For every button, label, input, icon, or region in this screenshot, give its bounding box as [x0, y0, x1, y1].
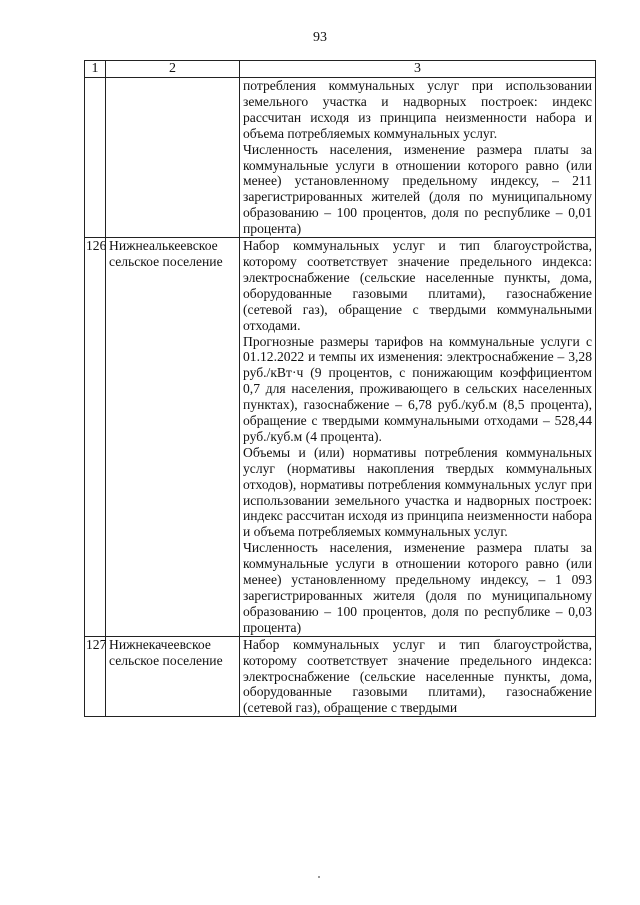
header-col-2: 2 — [106, 61, 240, 78]
header-col-1: 1 — [85, 61, 106, 78]
paragraph: Объемы и (или) нормативы потребления коммунальных услуг (нормативы накопления твердых коммунальных отходов), нормативы потребления коммунальных услуг при использовании земельного участка и надворных построек: индекс рассчитан исходя из принципа неизменности набора и объема потребляемых коммунальных услуг. — [243, 444, 592, 540]
municipal-index-table — [84, 60, 596, 717]
row-number-empty — [85, 78, 106, 238]
paragraph: Набор коммунальных услуг и тип благоустройства, которому соответствует значение предельного индекса: электроснабжение (сельские населенные пункты, дома, оборудованные газовыми плитами), газоснабжение (сетевой газ), обращение с твердыми коммунальными отходами. — [243, 238, 592, 333]
table-row-127 — [85, 636, 596, 717]
row-content — [240, 78, 596, 238]
page-number: 93 — [313, 30, 327, 45]
table-row-continuation — [85, 78, 596, 238]
settlement-name: Нижнеалькеевское сельское поселение — [106, 238, 240, 637]
table-header-row — [85, 61, 596, 78]
paragraph: Набор коммунальных услуг и тип благоустройства, которому соответствует значение предельного индекса: электроснабжение (сельские населенные пункты, дома, оборудованные газовыми плитами), газоснабжение (сетевой газ), обращение с твердыми — [243, 636, 592, 716]
header-col-3: 3 — [240, 61, 596, 78]
row-number: 127 — [85, 636, 106, 717]
scan-speck — [318, 876, 320, 878]
row-content — [240, 636, 596, 717]
table-row-126 — [85, 238, 596, 637]
paragraph: Прогнозные размеры тарифов на коммунальные услуги с 01.12.2022 и темпы их изменения: электроснабжение – 3,28 руб./кВт·ч (9 процентов, с понижающим коэффициентом 0,7 для населения, проживающего в сельских населенных пунктах), газоснабжение – 6,78 руб./куб.м (8,5 процента), обращение с твердыми коммунальными отходами – 528,44 руб./куб.м (4 процента). — [243, 333, 592, 444]
settlement-name: Нижнекачеевское сельское поселение — [106, 636, 240, 717]
row-content — [240, 238, 596, 637]
paragraph: Численность населения, изменение размера платы за коммунальные услуги в отношении которого равно (или менее) установленному предельному индексу, – 211 зарегистрированных жителей (доля по муниципальному образованию – 100 процентов, доля по республике – 0,01 процента) — [243, 141, 592, 237]
row-name-empty — [106, 78, 240, 238]
paragraph: Численность населения, изменение размера платы за коммунальные услуги в отношении которого равно (или менее) установленному предельному индексу, – 1 093 зарегистрированных жителя (доля по муниципальному образованию – 100 процентов, доля по республике – 0,03 процента) — [243, 540, 592, 635]
paragraph: потребления коммунальных услуг при использовании земельного участка и надворных построек: индекс рассчитан исходя из принципа неизменности набора и объема потребляемых коммунальных услуг. — [243, 78, 592, 141]
row-number: 126 — [85, 238, 106, 637]
